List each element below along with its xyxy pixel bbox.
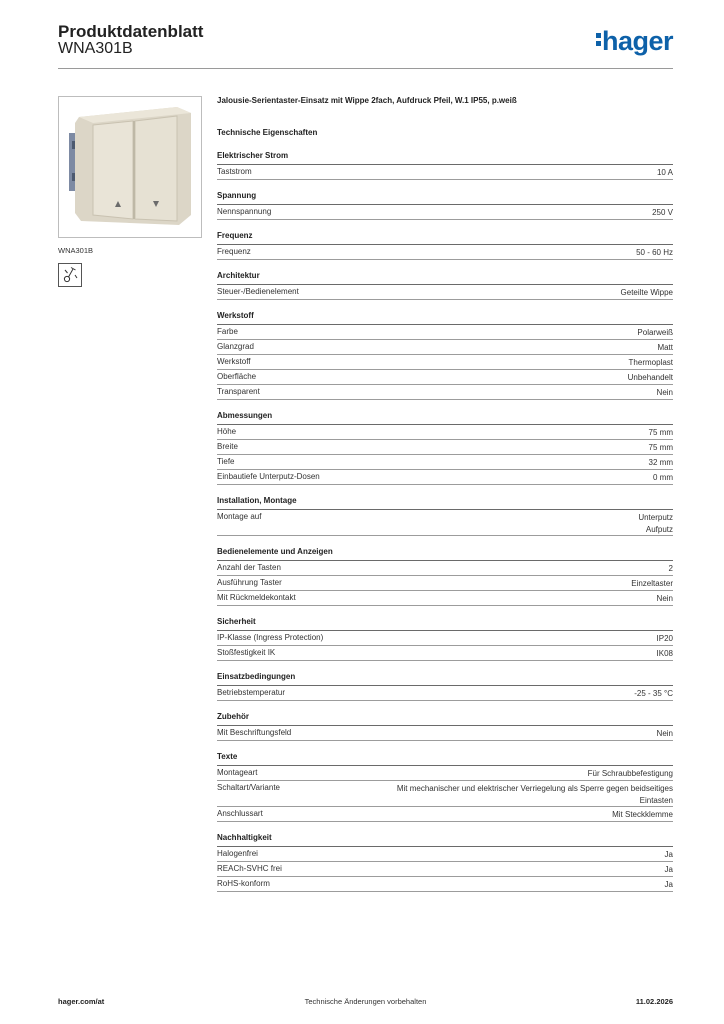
product-image-column bbox=[58, 96, 202, 287]
spec-value: 0 mm bbox=[653, 473, 673, 482]
spec-label: Anschlussart bbox=[217, 809, 263, 818]
spec-group bbox=[217, 411, 673, 485]
spec-label: Schaltart/Variante bbox=[217, 783, 280, 792]
spec-value: IK08 bbox=[656, 649, 673, 658]
spec-value: Mit mechanischer und elektrischer Verriegelung als Sperre gegen beidseitiges Eintasten bbox=[396, 784, 673, 805]
spec-group bbox=[217, 496, 673, 536]
spec-row bbox=[217, 726, 673, 741]
spec-label: Steuer-/Bedienelement bbox=[217, 287, 299, 296]
spec-group-title: Zubehör bbox=[217, 712, 673, 726]
spec-group-title: Abmessungen bbox=[217, 411, 673, 425]
spec-value: Matt bbox=[657, 343, 673, 352]
spec-value: 2 bbox=[668, 564, 673, 573]
switch-product-illustration bbox=[59, 97, 201, 237]
spec-label: Tiefe bbox=[217, 457, 235, 466]
spec-value: 75 mm bbox=[648, 428, 673, 437]
spec-value: IP20 bbox=[656, 634, 673, 643]
spec-row bbox=[217, 766, 673, 781]
spec-row bbox=[217, 807, 673, 822]
spec-group bbox=[217, 311, 673, 400]
spec-label: RoHS-konform bbox=[217, 879, 270, 888]
technical-properties-heading: Technische Eigenschaften bbox=[217, 128, 318, 137]
spec-label: Transparent bbox=[217, 387, 260, 396]
spec-label: Halogenfrei bbox=[217, 849, 258, 858]
spec-group bbox=[217, 617, 673, 661]
spec-value: Nein bbox=[656, 388, 673, 397]
footer-note: Technische Änderungen vorbehalten bbox=[304, 997, 427, 1006]
hager-logo bbox=[596, 26, 673, 57]
spec-label: REACh-SVHC frei bbox=[217, 864, 282, 873]
spec-label: Frequenz bbox=[217, 247, 251, 256]
spec-value: Ja bbox=[664, 850, 673, 859]
spec-label: Breite bbox=[217, 442, 238, 451]
spec-group bbox=[217, 271, 673, 300]
spec-value: Nein bbox=[656, 729, 673, 738]
spec-value: Unterputz Aufputz bbox=[638, 513, 673, 534]
spec-label: IP-Klasse (Ingress Protection) bbox=[217, 633, 324, 642]
spec-row bbox=[217, 370, 673, 385]
spec-label: Anzahl der Tasten bbox=[217, 563, 281, 572]
spec-value: Ja bbox=[664, 865, 673, 874]
spec-label: Nennspannung bbox=[217, 207, 272, 216]
spec-value: 10 A bbox=[656, 168, 673, 177]
spec-row bbox=[217, 385, 673, 400]
spec-row bbox=[217, 591, 673, 606]
spec-row bbox=[217, 877, 673, 892]
spec-group-title: Elektrischer Strom bbox=[217, 151, 673, 165]
spec-label: Betriebstemperatur bbox=[217, 688, 286, 697]
spec-group bbox=[217, 752, 673, 822]
spec-value: 32 mm bbox=[648, 458, 673, 467]
spec-group bbox=[217, 151, 673, 180]
spec-group-title: Texte bbox=[217, 752, 673, 766]
spec-row bbox=[217, 862, 673, 877]
spec-value: Unbehandelt bbox=[627, 373, 673, 382]
spec-row bbox=[217, 165, 673, 180]
spec-row bbox=[217, 325, 673, 340]
spec-row bbox=[217, 646, 673, 661]
spec-label: Glanzgrad bbox=[217, 342, 254, 351]
spec-row bbox=[217, 576, 673, 591]
spec-value: Thermoplast bbox=[628, 358, 673, 367]
footer-date: 11.02.2026 bbox=[635, 997, 673, 1006]
spec-group bbox=[217, 191, 673, 220]
spec-label: Montage auf bbox=[217, 512, 262, 521]
spec-row bbox=[217, 425, 673, 440]
spec-row bbox=[217, 781, 673, 807]
spec-label: Einbautiefe Unterputz-Dosen bbox=[217, 472, 320, 481]
spec-label: Ausführung Taster bbox=[217, 578, 282, 587]
spec-group bbox=[217, 833, 673, 892]
document-title: Produktdatenblatt bbox=[58, 22, 204, 41]
spec-group bbox=[217, 712, 673, 741]
spec-value: 75 mm bbox=[648, 443, 673, 452]
spec-group bbox=[217, 231, 673, 260]
spec-value: Polarweiß bbox=[637, 328, 673, 337]
image-caption: WNA301B bbox=[58, 246, 94, 255]
spec-value: Geteilte Wippe bbox=[620, 288, 673, 297]
spec-value: -25 - 35 °C bbox=[634, 689, 673, 698]
spec-value: Mit Steckklemme bbox=[612, 810, 673, 819]
spec-label: Stoßfestigkeit IK bbox=[217, 648, 276, 657]
spec-label: Taststrom bbox=[217, 167, 252, 176]
spec-row bbox=[217, 561, 673, 576]
spec-value: 50 - 60 Hz bbox=[636, 248, 673, 257]
specification-column bbox=[217, 96, 673, 903]
product-image bbox=[58, 96, 202, 238]
spec-group-title: Nachhaltigkeit bbox=[217, 833, 673, 847]
spec-group-title: Werkstoff bbox=[217, 311, 673, 325]
blind-switch-symbol-icon bbox=[58, 263, 82, 287]
spec-value: 250 V bbox=[652, 208, 673, 217]
spec-row bbox=[217, 686, 673, 701]
spec-label: Mit Beschriftungsfeld bbox=[217, 728, 292, 737]
product-code: WNA301B bbox=[58, 40, 133, 57]
spec-label: Werkstoff bbox=[217, 357, 251, 366]
spec-value: Für Schraubbefestigung bbox=[587, 769, 673, 778]
logo-text: hager bbox=[601, 26, 673, 56]
spec-label: Mit Rückmeldekontakt bbox=[217, 593, 296, 602]
spec-label: Oberfläche bbox=[217, 372, 257, 381]
spec-row bbox=[217, 355, 673, 370]
logo-dots-icon bbox=[596, 30, 601, 49]
spec-group-title: Frequenz bbox=[217, 231, 673, 245]
spec-label: Farbe bbox=[217, 327, 238, 336]
spec-row bbox=[217, 455, 673, 470]
spec-row bbox=[217, 245, 673, 260]
spec-group-title: Einsatzbedingungen bbox=[217, 672, 673, 686]
spec-row bbox=[217, 631, 673, 646]
spec-group-title: Installation, Montage bbox=[217, 496, 673, 510]
spec-value: Einzeltaster bbox=[631, 579, 673, 588]
spec-group-title: Architektur bbox=[217, 271, 673, 285]
spec-row bbox=[217, 440, 673, 455]
spec-row bbox=[217, 510, 673, 536]
spec-value: Nein bbox=[656, 594, 673, 603]
spec-group-title: Bedienelemente und Anzeigen bbox=[217, 547, 673, 561]
page-header bbox=[58, 20, 673, 69]
spec-label: Höhe bbox=[217, 427, 237, 436]
footer-website: hager.com/at bbox=[58, 997, 105, 1006]
spec-groups bbox=[217, 151, 673, 892]
spec-row bbox=[217, 340, 673, 355]
spec-label: Montageart bbox=[217, 768, 258, 777]
product-name: Jalousie-Serientaster-Einsatz mit Wippe 2fach, Aufdruck Pfeil, W.1 IP55, p.weiß bbox=[217, 96, 517, 105]
spec-row bbox=[217, 847, 673, 862]
spec-group-title: Sicherheit bbox=[217, 617, 673, 631]
spec-group bbox=[217, 547, 673, 606]
spec-row bbox=[217, 285, 673, 300]
spec-row bbox=[217, 470, 673, 485]
spec-value: Ja bbox=[664, 880, 673, 889]
spec-group-title: Spannung bbox=[217, 191, 673, 205]
spec-row bbox=[217, 205, 673, 220]
spec-group bbox=[217, 672, 673, 701]
